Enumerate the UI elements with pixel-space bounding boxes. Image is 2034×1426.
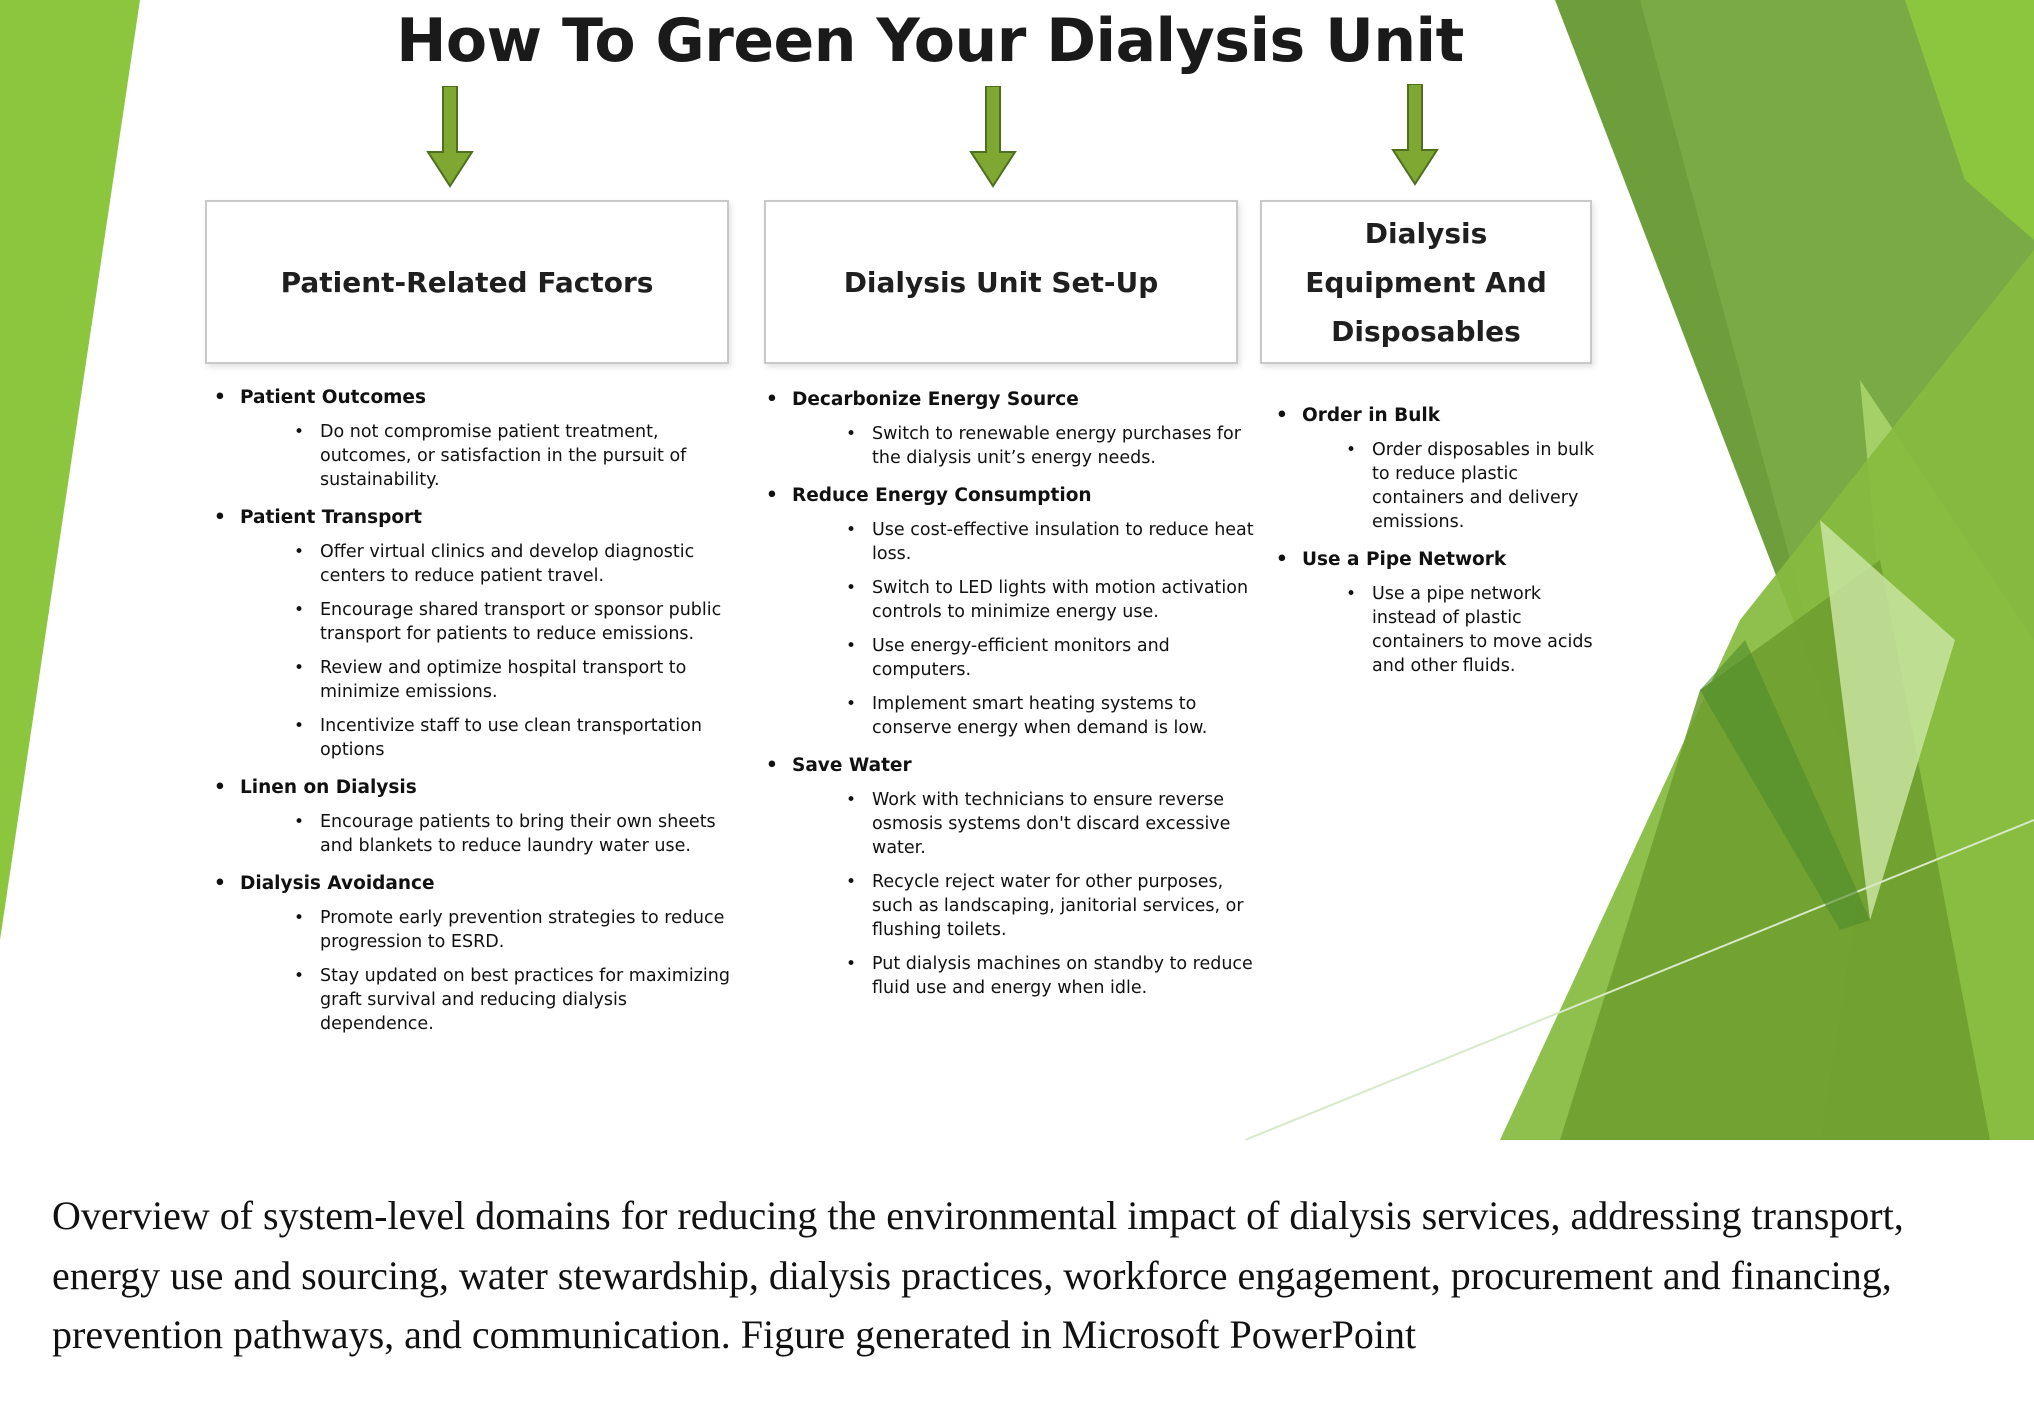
category-title: • Order in Bulk (1272, 404, 1602, 428)
list-item: • Use a pipe network instead of plastic containers to move acids and other fluids. (1342, 582, 1602, 678)
category-group (210, 872, 730, 1036)
category-title: • Dialysis Avoidance (210, 872, 730, 896)
list-item: • Implement smart heating systems to conserve energy when demand is low. (842, 692, 1257, 740)
category-title: • Save Water (762, 754, 1257, 778)
category-group (1272, 548, 1602, 678)
category-title: • Patient Outcomes (210, 386, 730, 410)
category-title: • Patient Transport (210, 506, 730, 530)
category-title: • Reduce Energy Consumption (762, 484, 1257, 508)
category-group (762, 484, 1257, 740)
list-item: • Incentivize staff to use clean transportation options (290, 714, 730, 762)
list-item: • Recycle reject water for other purposes, such as landscaping, janitorial services, or flushing toilets. (842, 870, 1257, 942)
list-item: • Order disposables in bulk to reduce plastic containers and delivery emissions. (1342, 438, 1602, 534)
figure-caption: Overview of system-level domains for reducing the environmental impact of dialysis services, addressing transport, energy use and sourcing, water stewardship, dialysis practices, workforce engagement, procurement and financing, prevention pathways, and communication. Figure generated in Microsoft PowerPoint (52, 1193, 1904, 1357)
column-header-label: Patient-Related Factors (280, 265, 654, 299)
list-item: • Offer virtual clinics and develop diagnostic centers to reduce patient travel. (290, 540, 730, 588)
column-header-label: Dialysis Equipment And Disposables (1305, 216, 1547, 348)
category-group (762, 388, 1257, 470)
list-item: • Encourage shared transport or sponsor public transport for patients to reduce emissions. (290, 598, 730, 646)
list-item: • Do not compromise patient treatment, outcomes, or satisfaction in the pursuit of sustainability. (290, 420, 730, 492)
list-item: • Use energy-efficient monitors and computers. (842, 634, 1257, 682)
list-item: • Encourage patients to bring their own sheets and blankets to reduce laundry water use. (290, 810, 730, 858)
slide-title: How To Green Your Dialysis Unit (396, 6, 1464, 76)
list-item: • Use cost-effective insulation to reduce heat loss. (842, 518, 1257, 566)
category-group (210, 776, 730, 858)
list-item: • Switch to renewable energy purchases for the dialysis unit’s energy needs. (842, 422, 1257, 470)
category-group (210, 506, 730, 762)
list-item: • Promote early prevention strategies to reduce progression to ESRD. (290, 906, 730, 954)
down-arrow-icon (1390, 84, 1440, 188)
list-item: • Review and optimize hospital transport to minimize emissions. (290, 656, 730, 704)
column-header-label: Dialysis Unit Set-Up (843, 265, 1159, 299)
list-item: • Switch to LED lights with motion activation controls to minimize energy use. (842, 576, 1257, 624)
category-title: • Decarbonize Energy Source (762, 388, 1257, 412)
down-arrow-icon (968, 86, 1018, 190)
list-item: • Stay updated on best practices for maximizing graft survival and reducing dialysis dependence. (290, 964, 730, 1036)
category-title: • Linen on Dialysis (210, 776, 730, 800)
column-header-unit-setup (764, 200, 1238, 364)
column-unit-setup (762, 388, 1257, 1014)
column-header-patient-factors (205, 200, 729, 364)
column-equipment (1272, 404, 1602, 692)
column-header-equipment (1260, 200, 1592, 364)
down-arrow-icon (425, 86, 475, 190)
category-group (762, 754, 1257, 1000)
column-patient-factors (210, 386, 730, 1050)
category-group (210, 386, 730, 492)
list-item: • Put dialysis machines on standby to reduce fluid use and energy when idle. (842, 952, 1257, 1000)
category-group (1272, 404, 1602, 534)
category-title: • Use a Pipe Network (1272, 548, 1602, 572)
list-item: • Work with technicians to ensure reverse osmosis systems don't discard excessive water. (842, 788, 1257, 860)
